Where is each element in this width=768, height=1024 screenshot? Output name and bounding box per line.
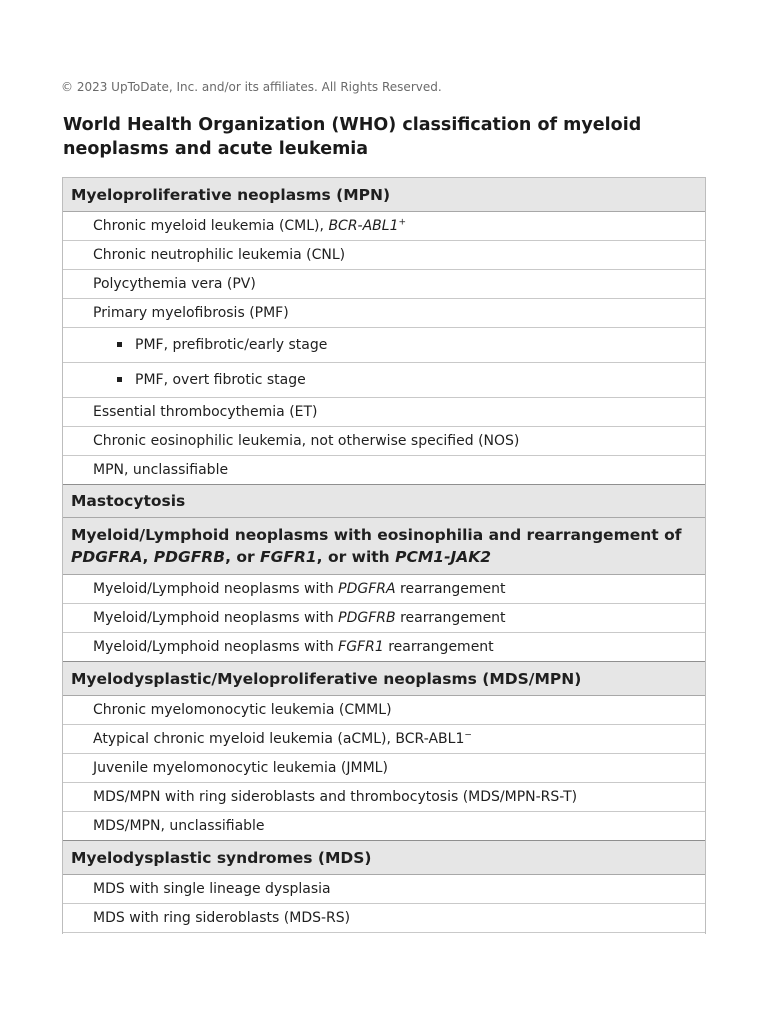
table-row — [63, 299, 705, 328]
row-label: PMF, overt fibrotic stage — [135, 372, 306, 388]
table-row — [63, 875, 705, 904]
section-header-mds-mpn — [63, 662, 705, 696]
row-label: Essential thrombocythemia (ET) — [93, 404, 318, 420]
row-label: Myeloid/Lymphoid neoplasms with FGFR1 rearrangement — [93, 639, 494, 655]
row-label: Juvenile myelomonocytic leukemia (JMML) — [93, 760, 388, 776]
bullet-icon — [117, 342, 122, 347]
table-row — [63, 427, 705, 456]
table-row — [63, 212, 705, 241]
gene-name: FGFR1 — [338, 639, 384, 655]
section-header-myeloid-lymphoid — [63, 518, 705, 575]
table-row — [63, 904, 705, 933]
superscript: − — [464, 730, 472, 741]
gene-name: PDGFRA — [71, 548, 143, 566]
row-label: Myeloid/Lymphoid neoplasms with PDGFRA rearrangement — [93, 581, 506, 597]
page-title: World Health Organization (WHO) classification of myeloid neoplasms and acute leukemia — [63, 115, 642, 159]
table-row — [63, 398, 705, 427]
row-label: MPN, unclassifiable — [93, 462, 229, 478]
row-label: MDS/MPN with ring sideroblasts and thrombocytosis (MDS/MPN-RS-T) — [93, 789, 578, 805]
bullet-icon — [117, 377, 122, 382]
section-header-label: Myeloid/Lymphoid neoplasms with eosinophilia and rearrangement of PDGFRA, PDGFRB, or FGFR1, or with PCM1-JAK2 — [71, 526, 682, 566]
row-label: Chronic myelomonocytic leukemia (CMML) — [93, 702, 392, 718]
gene-name: PDGFRB — [338, 610, 396, 626]
row-label: MDS/MPN, unclassifiable — [93, 818, 265, 834]
row-label: Atypical chronic myeloid leukemia (aCML), BCR-ABL1− — [93, 730, 472, 747]
table-row — [63, 696, 705, 725]
gene-name: FGFR1 — [260, 548, 317, 566]
classification-table — [62, 177, 706, 934]
superscript: + — [398, 217, 407, 228]
section-header-label: Myeloproliferative neoplasms (MPN) — [71, 185, 391, 204]
table-row — [63, 604, 705, 633]
section-header-label: Myelodysplastic/Myeloproliferative neoplasms (MDS/MPN) — [71, 669, 582, 688]
table-row-bullet — [63, 328, 705, 363]
row-label: Chronic neutrophilic leukemia (CNL) — [93, 247, 346, 263]
row-label: Chronic myeloid leukemia (CML), BCR-ABL1+ — [93, 217, 407, 234]
table-row — [63, 575, 705, 604]
gene-name: PDGFRB — [153, 548, 226, 566]
row-label: MDS with single lineage dysplasia — [93, 881, 331, 897]
table-row — [63, 633, 705, 662]
gene-name: PDGFRA — [338, 581, 396, 597]
gene-name: PCM1-JAK2 — [395, 548, 492, 566]
row-label: MDS with ring sideroblasts (MDS-RS) — [93, 910, 351, 926]
section-header-mds — [63, 841, 705, 875]
table-row — [63, 270, 705, 299]
row-label: Primary myelofibrosis (PMF) — [93, 305, 289, 321]
row-label: Chronic eosinophilic leukemia, not otherwise specified (NOS) — [93, 433, 520, 449]
table-row — [63, 456, 705, 485]
table-row — [63, 812, 705, 841]
table-row — [63, 783, 705, 812]
copyright-notice: © 2023 UpToDate, Inc. and/or its affiliates. All Rights Reserved. — [61, 80, 442, 94]
row-label: Polycythemia vera (PV) — [93, 276, 256, 292]
row-label: Myeloid/Lymphoid neoplasms with PDGFRB rearrangement — [93, 610, 506, 626]
gene-name: BCR-ABL1 — [328, 218, 399, 234]
row-label: PMF, prefibrotic/early stage — [135, 337, 328, 353]
table-row-bullet — [63, 363, 705, 398]
section-header-label: Myelodysplastic syndromes (MDS) — [71, 848, 372, 867]
table-row — [63, 725, 705, 754]
table-row — [63, 754, 705, 783]
section-header-mpn — [63, 178, 705, 212]
table-row — [63, 241, 705, 270]
section-header-mastocytosis — [63, 485, 705, 518]
section-header-label: Mastocytosis — [71, 492, 186, 510]
